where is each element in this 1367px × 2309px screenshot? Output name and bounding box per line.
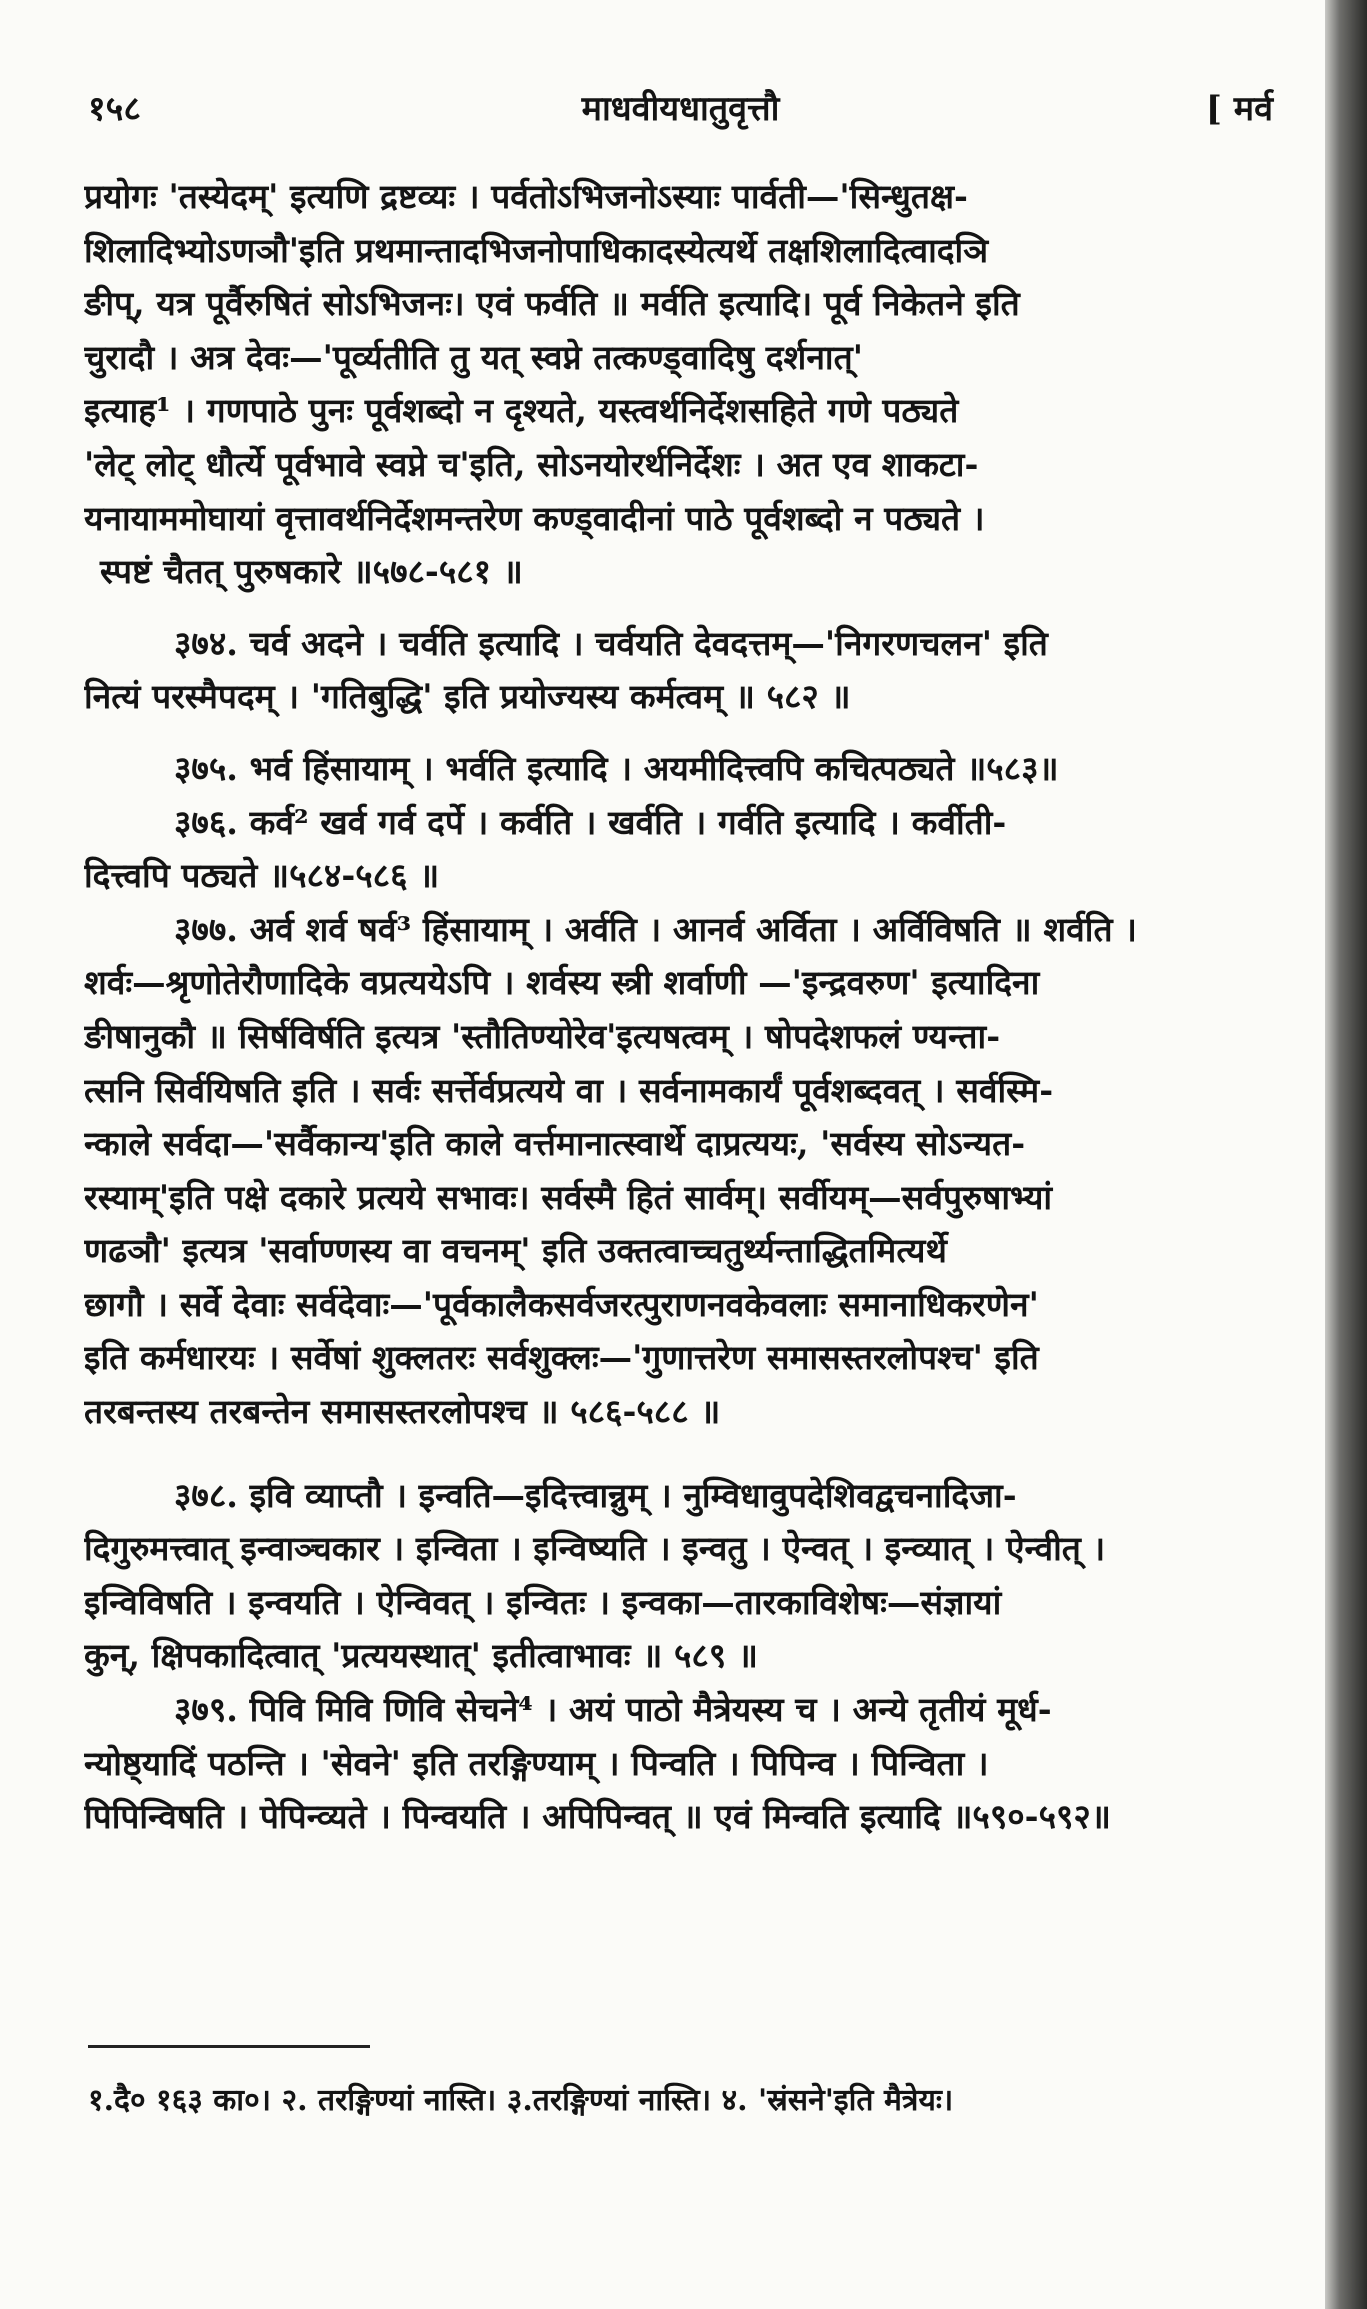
text-line: ङीप्, यत्र पूर्वैरुषितं सोऽभिजनः। एवं फर्वति ॥ मर्वति इत्यादि। पूर्व निकेतने इति [84, 284, 1020, 324]
running-title: माधवीयधातुवृत्तौ [581, 89, 780, 129]
page-number: १५८ [88, 89, 142, 129]
text-line: न्काले सर्वदा—'सर्वैकान्य'इति काले वर्त्तमानात्स्वार्थे दाप्रत्ययः, 'सर्वस्य सोऽन्यत- [84, 1124, 1026, 1164]
spacer [84, 1439, 1274, 1469]
footnotes: १.दै० १६३ का०। २. तरङ्गिण्यां नास्ति। ३.तरङ्गिण्यां नास्ति। ४. 'स्रंसने'इति मैत्रेयः। [88, 2083, 954, 2118]
entry-378 [84, 1469, 1274, 1683]
text-line: दित्त्वपि पठ्यते ॥५८४-५८६ ॥ [84, 856, 440, 896]
text-line: छागौ । सर्वे देवाः सर्वदेवाः—'पूर्वकालैकसर्वजरत्पुराणनवकेवलाः समानाधिकरणेन' [84, 1284, 1039, 1324]
entry-379 [84, 1683, 1274, 1844]
text-line: तरबन्तस्य तरबन्तेन समासस्तरलोपश्च ॥ ५८६-५८८ ॥ [84, 1392, 721, 1432]
spacer [84, 724, 1274, 742]
entry-377 [84, 903, 1274, 1439]
entry-376 [84, 796, 1274, 903]
text-line: यनायाममोघायां वृत्तावर्थनिर्देशमन्तरेण कण्ड्वादीनां पाठे पूर्वशब्दो न पठ्यते । [84, 498, 985, 538]
page-body [84, 170, 1274, 1844]
text-line: नित्यं परस्मैपदम् । 'गतिबुद्धि' इति प्रयोज्यस्य कर्मत्वम् ॥ ५८२ ॥ [84, 677, 851, 717]
text-line: 'लेट् लोट् धौर्त्ये पूर्वभावे स्वप्ने च'इति, सोऽनयोरर्थनिर्देशः । अत एव शाकटा- [84, 444, 979, 484]
text-line: पिपिन्विषति । पेपिन्व्यते । पिन्वयति । अपिपिन्वत् ॥ एवं मिन्वति इत्यादि ॥५९०-५९२॥ [84, 1797, 1111, 1837]
text-line: चुरादौ । अत्र देवः—'पूर्व्यतीति तु यत् स्वप्ने तत्कण्ड्वादिषु दर्शनात्' [84, 337, 863, 377]
entry-heading-line: ३७४. चर्व अदने । चर्वति इत्यादि । चर्वयति देवदत्तम्—'निगरणचलन' इति [174, 623, 1048, 663]
entry-heading-line: ३७६. कर्व² खर्व गर्व दर्पे । कर्वति । खर्वति । गर्वति इत्यादि । कर्वीती- [174, 802, 1007, 842]
text-line: कुन्, क्षिपकादित्वात् 'प्रत्ययस्थात्' इतीत्वाभावः ॥ ५८९ ॥ [84, 1636, 758, 1676]
text-line: शिलादिभ्योऽणञौ'इति प्रथमान्तादभिजनोपाधिकादस्येत्यर्थे तक्षशिलादित्वादञि [84, 230, 989, 270]
text-line: त्सनि सिर्वयिषति इति । सर्वः सर्त्तेर्वप्रत्यये वा । सर्वनामकार्यं पूर्वशब्दवत् । सर्वस्मि- [84, 1070, 1054, 1110]
text-line: ङीषानुकौ ॥ सिर्षविर्षति इत्यत्र 'स्तौतिण्योरेव'इत्यषत्वम् । षोपदेशफलं ण्यन्ता- [84, 1016, 1001, 1056]
entry-374 [84, 617, 1274, 724]
text-line: न्योष्ठ्यादिं पठन्ति । 'सेवने' इति तरङ्गिण्याम् । पिन्वति । पिपिन्व । पिन्विता । [84, 1743, 989, 1783]
text-line: इति कर्मधारयः । सर्वेषां शुक्लतरः सर्वशुक्लः—'गुणात्तरेण समासस्तरलोपश्च' इति [84, 1338, 1039, 1378]
section-marker: [ मर्व [1205, 89, 1273, 129]
running-header [88, 78, 1273, 138]
text-line: शर्वः—श्रृणोतेरौणादिके वप्रत्ययेऽपि । शर्वस्य स्त्री शर्वाणी —'इन्द्रवरुण' इत्यादिना [84, 963, 1040, 1003]
paragraph-purva [84, 170, 1274, 599]
text-line: स्पष्टं चैतत् पुरुषकारे ॥५७८-५८१ ॥ [100, 552, 523, 592]
text-line: इन्विविषति । इन्वयति । ऐन्विवत् । इन्वितः । इन्वका—तारकाविशेषः—संज्ञायां [84, 1582, 1002, 1622]
text-line: इत्याह¹ । गणपाठे पुनः पूर्वशब्दो न दृश्यते, यस्त्वर्थनिर्देशसहिते गणे पठ्यते [84, 391, 959, 431]
entry-heading-line: ३७७. अर्व शर्व षर्व³ हिंसायाम् । अर्वति । आनर्व अर्विता । अर्विविषति ॥ शर्वति । [174, 909, 1137, 949]
text-line: प्रयोगः 'तस्येदम्' इत्यणि द्रष्टव्यः । पर्वतोऽभिजनोऽस्याः पार्वती—'सिन्धुतक्ष- [84, 177, 968, 216]
text-line: दिगुरुमत्त्वात् इन्वाञ्चकार । इन्विता । इन्विष्यति । इन्वतु । ऐन्वत् । इन्व्यात् । ऐन्वीत् । [84, 1529, 1106, 1569]
spacer [84, 599, 1274, 617]
book-spine-shadow [1325, 0, 1367, 2309]
entry-heading-line: ३७८. इवि व्याप्तौ । इन्वति—इदित्त्वान्नुम् । नुम्विधावुपदेशिवद्वचनादिजा- [174, 1475, 1017, 1515]
footnote-divider [88, 2045, 370, 2048]
text-line: रस्याम्'इति पक्षे दकारे प्रत्यये सभावः। सर्वस्मै हितं सार्वम्। सर्वीयम्—सर्वपुरुषाभ्यां [84, 1177, 1053, 1217]
entry-heading-line: ३७५. भर्व हिंसायाम् । भर्वति इत्यादि । अयमीदित्त्वपि कचित्पठ्यते ॥५८३॥ [174, 748, 1059, 788]
entry-375 [84, 742, 1274, 796]
text-line: णढञौ' इत्यत्र 'सर्वाण्णस्य वा वचनम्' इति उक्तत्वाच्चतुर्थ्यन्ताद्धितमित्यर्थे [84, 1231, 947, 1271]
entry-heading-line: ३७९. पिवि मिवि णिवि सेचने⁴ । अयं पाठो मैत्रेयस्य च । अन्ये तृतीयं मूर्ध- [174, 1690, 1052, 1730]
